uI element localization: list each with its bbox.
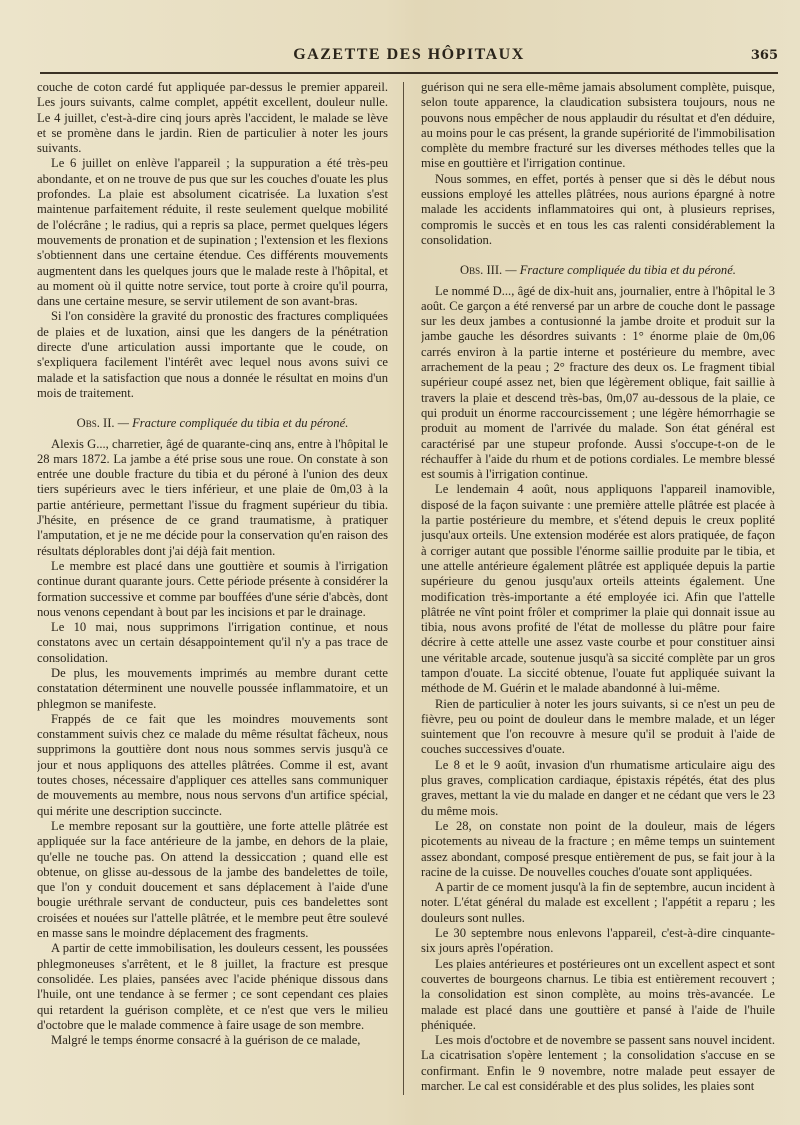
paragraph: Les plaies antérieures et postérieures ont un excellent aspect et sont couvertes de bourgeons charnus. Le tibia est entièrement recouvert ; la consolidation est sinon complète, au moins très-avancée. Le malade est placé dans une gouttière et pansé à l'aide de l'huile phéniquée.: [421, 956, 775, 1032]
paragraph: Les mois d'octobre et de novembre se passent sans nouvel incident. La cicatrisation s'opère lentement ; la consolidation s'accuse en se confirmant. Enfin le 9 novembre, notre malade peut essayer de marcher. Le cal est considérable et des plus solides, les plaies sont: [421, 1033, 775, 1093]
column-divider: [403, 82, 404, 1095]
paragraph: couche de coton cardé fut appliquée par-dessus le premier appareil. Les jours suivants, calme complet, appétit excellent, douleur nulle. Le 4 juillet, c'est-à-dire cinq jours après l'accident, le malade se lève et se promène dans le jardin. Rien de particulier à noter les jours suivants.: [37, 80, 388, 156]
paragraph: Frappés de ce fait que les moindres mouvements sont constamment suivis chez ce malade du même résultat fâcheux, nous supprimons la gouttière dont nous nous sommes servis jusqu'à ce jour et nous appliquons des attelles plâtrées. Comme il est, avant toutes choses, nécessaire d'appliquer ces attelles sans communiquer de mouvements au membre, nous nous servons d'un artifice spécial, qui mérite une description succincte.: [37, 711, 388, 818]
observation-number: Obs. II.: [76, 416, 115, 431]
page-header: [40, 40, 778, 74]
paragraph: Le membre est placé dans une gouttière et soumis à l'irrigation continue durant quarante jours. Cette période présente à considérer la formation successive et comme par bouffées d'une série d'abcès, dont nous venons cependant à bout par les incisions et par le drainage.: [37, 558, 388, 619]
paragraph: Rien de particulier à noter les jours suivants, si ce n'est un peu de fièvre, peu ou point de douleur dans le membre malade, et un léger suintement que l'on recouvre à mesure qu'il se produit à l'aide de couches successives d'ouate.: [421, 696, 775, 757]
paragraph: Le 28, on constate non point de la douleur, mais de légers picotements au niveau de la fracture ; en même temps un suintement assez abondant, composé presque entièrement de pus, se fait jour à la racine de la cuisse. De nouvelles couches d'ouate sont appliquées.: [421, 818, 775, 879]
page-number: 365: [750, 48, 778, 63]
observation-heading: [421, 263, 775, 278]
right-column: [421, 80, 775, 1103]
paragraph: Le 30 septembre nous enlevons l'appareil, c'est-à-dire cinquante-six jours après l'opération.: [421, 926, 775, 956]
journal-title: GAZETTE DES HÔPITAUX: [293, 46, 525, 63]
paragraph: guérison qui ne sera elle-même jamais absolument complète, puisque, selon toute apparence, la claudication subsistera toujours, nous ne pouvons nous empêcher de nous applaudir du résultat et d'en déduire, au moins pour le cas présent, la grande supériorité de l'immobilisation complète du membre fracturé sur les diverses méthodes telles que la mise en gouttière et l'irrigation continue.: [421, 80, 775, 171]
observation-title: — Fracture compliquée du tibia et du péroné.: [505, 263, 736, 278]
paragraph: Le 10 mai, nous supprimons l'irrigation continue, et nous constatons avec un certain désappointement qu'il n'y a pas trace de consolidation.: [37, 620, 388, 665]
paragraph: Le lendemain 4 août, nous appliquons l'appareil inamovible, disposé de la façon suivante : une première attelle plâtrée est placée à la partie postérieure du membre, et s'étend depuis le creux poplité jusqu'aux orteils. Une extension modérée est alors pratiquée, de façon à corriger autant que possible l'énorme saillie produite par le tibia, et une attelle antérieure également plâtrée est appliquée depuis la partie supérieure du genou jusqu'aux orteils atteints également. Une modification très-importante a été employée ici. Afin que l'attelle plâtrée ne vînt point frôler et comprimer la plaie qui donnait issue au tibia, nous avons profité de l'état de mollesse du plâtre pour faire décrire à cette attelle une assez vaste courbe et pour constituer ainsi une véritable arcade, soutenue jusqu'à sa siccité complète par un gros tampon d'ouate. La siccité obtenue, l'ouate fut appliquée suivant la méthode de M. Guérin et le malade abandonné à lui-même.: [421, 482, 775, 696]
paragraph: Alexis G..., charretier, âgé de quarante-cinq ans, entre à l'hôpital le 28 mars 1872. La jambe a été prise sous une roue. On constate à son entrée une double fracture du tibia et du péroné à l'union des deux tiers supérieurs avec le tiers inférieur, et une plaie de 0m,03 à la partie antérieure, permettant l'issue du fragment supérieur du tibia. J'hésite, en présence de ce grand traumatisme, à pratiquer l'amputation, et je ne me décide pour la conservation qu'en raison des résultats déplorables dont j'ai déjà fait mention.: [37, 436, 388, 558]
observation-heading: [37, 416, 388, 431]
left-column: [37, 80, 388, 1103]
paragraph: Si l'on considère la gravité du pronostic des fractures compliquées de plaies et de luxation, ainsi que les dangers de la pénétration directe d'une articulation aussi importante que le coude, on s'expliquera facilement l'intérêt avec lequel nous avons suivi ce malade et la satisfaction que nous a donnée le résultat en moins d'un mois de traitement.: [37, 309, 388, 400]
paragraph: A partir de ce moment jusqu'à la fin de septembre, aucun incident à noter. L'état général du malade est excellent ; l'appétit a reparu ; les douleurs sont nulles.: [421, 880, 775, 925]
observation-title: — Fracture compliquée du tibia et du péroné.: [117, 416, 349, 431]
paragraph: De plus, les mouvements imprimés au membre durant cette constatation déterminent une nouvelle poussée inflammatoire, et un phlegmon se manifeste.: [37, 665, 388, 711]
paragraph: Malgré le temps énorme consacré à la guérison de ce malade,: [51, 1033, 361, 1048]
paragraph: Le nommé D..., âgé de dix-huit ans, journalier, entre à l'hôpital le 3 août. Ce garçon a été renversé par un arbre de couche dont le passage sur les deux jambes a contusionné la jambe droite et produit sur la jambe gauche les désordres suivants : 1° énorme plaie de 0m,06 carrés environ à la partie interne et postérieure du membre, avec arrachement de la peau ; 2° fracture des deux os. Le fragment tibial supérieur coupé assez net, bien que légèrement oblique, fait saillie à travers la plaie et descend très-bas, 0m,07 au-dessous de la plaie, ce qui produit un énorme raccourcissement ; une légère hémorrhagie se produit au moment de l'arrivée du malade. Son état général est caractérisé par une stupeur profonde. Aussi s'occupe-t-on de le réchauffer à l'aide du rhum et de potions cordiales. Le membre blessé est soumis à l'irrigation continue.: [421, 283, 775, 482]
paragraph: Le membre reposant sur la gouttière, une forte attelle plâtrée est appliquée sur la face antérieure de la jambe, en dehors de la plaie, qu'elle ne touche pas. On attend la dessiccation ; quand elle est obtenue, on glisse au-dessous de la jambe des bandelettes de toile, que l'on y conduit doucement et sans déplacement à l'aide d'une bougie uréthrale servant de conducteur, puis ces bandelettes sont croisées et nouées sur l'attelle plâtrée, et le membre peut être soulevé en masse sans le moindre déplacement des fragments.: [37, 818, 388, 941]
paragraph: Nous sommes, en effet, portés à penser que si dès le début nous eussions employé les attelles plâtrées, nous aurions épargné à notre malade les accidents inflammatoires qui ont, à plusieurs reprises, compromis le succès et en tous les cas ralenti considérablement la consolidation.: [421, 171, 775, 247]
paragraph: Le 6 juillet on enlève l'appareil ; la suppuration a été très-peu abondante, et on ne trouve de pus que sur les couches d'ouate les plus profondes. La plaie est absolument cicatrisée. La luxation s'est maintenue parfaitement réduite, il reste seulement quelque mobilité de l'olécrâne ; le radius, qui a repris sa place, permet quelques légers mouvements de pronation et de supination ; l'extension et les flexions s'obtiennent dans une certaine étendue. Ces différents mouvements augmentent dans les quelques jours que le malade reste à l'hôpital, et au moment où il quitte notre service, tout porte à croire qu'il pourra, dans une certaine mesure, se servir utilement de son avant-bras.: [37, 156, 388, 309]
paragraph: Le 8 et le 9 août, invasion d'un rhumatisme articulaire aigu des plus graves, complication cardiaque, épistaxis répétés, état des plus graves, mettant la vie du malade en danger et ne cédant que vers le 23 du même mois.: [421, 757, 775, 818]
paragraph: A partir de cette immobilisation, les douleurs cessent, les poussées phlegmoneuses s'arrêtent, et le 8 juillet, la fracture est presque consolidée. Les plaies, pansées avec l'acide phénique dissous dans l'huile, ont une tendance à se fermer ; ce sont cependant ces plaies qui retardent la guérison complète, et ce n'est que vers le milieu d'octobre que le malade commence à faire usage de son membre.: [37, 941, 388, 1032]
observation-number: Obs. III.: [460, 263, 503, 278]
